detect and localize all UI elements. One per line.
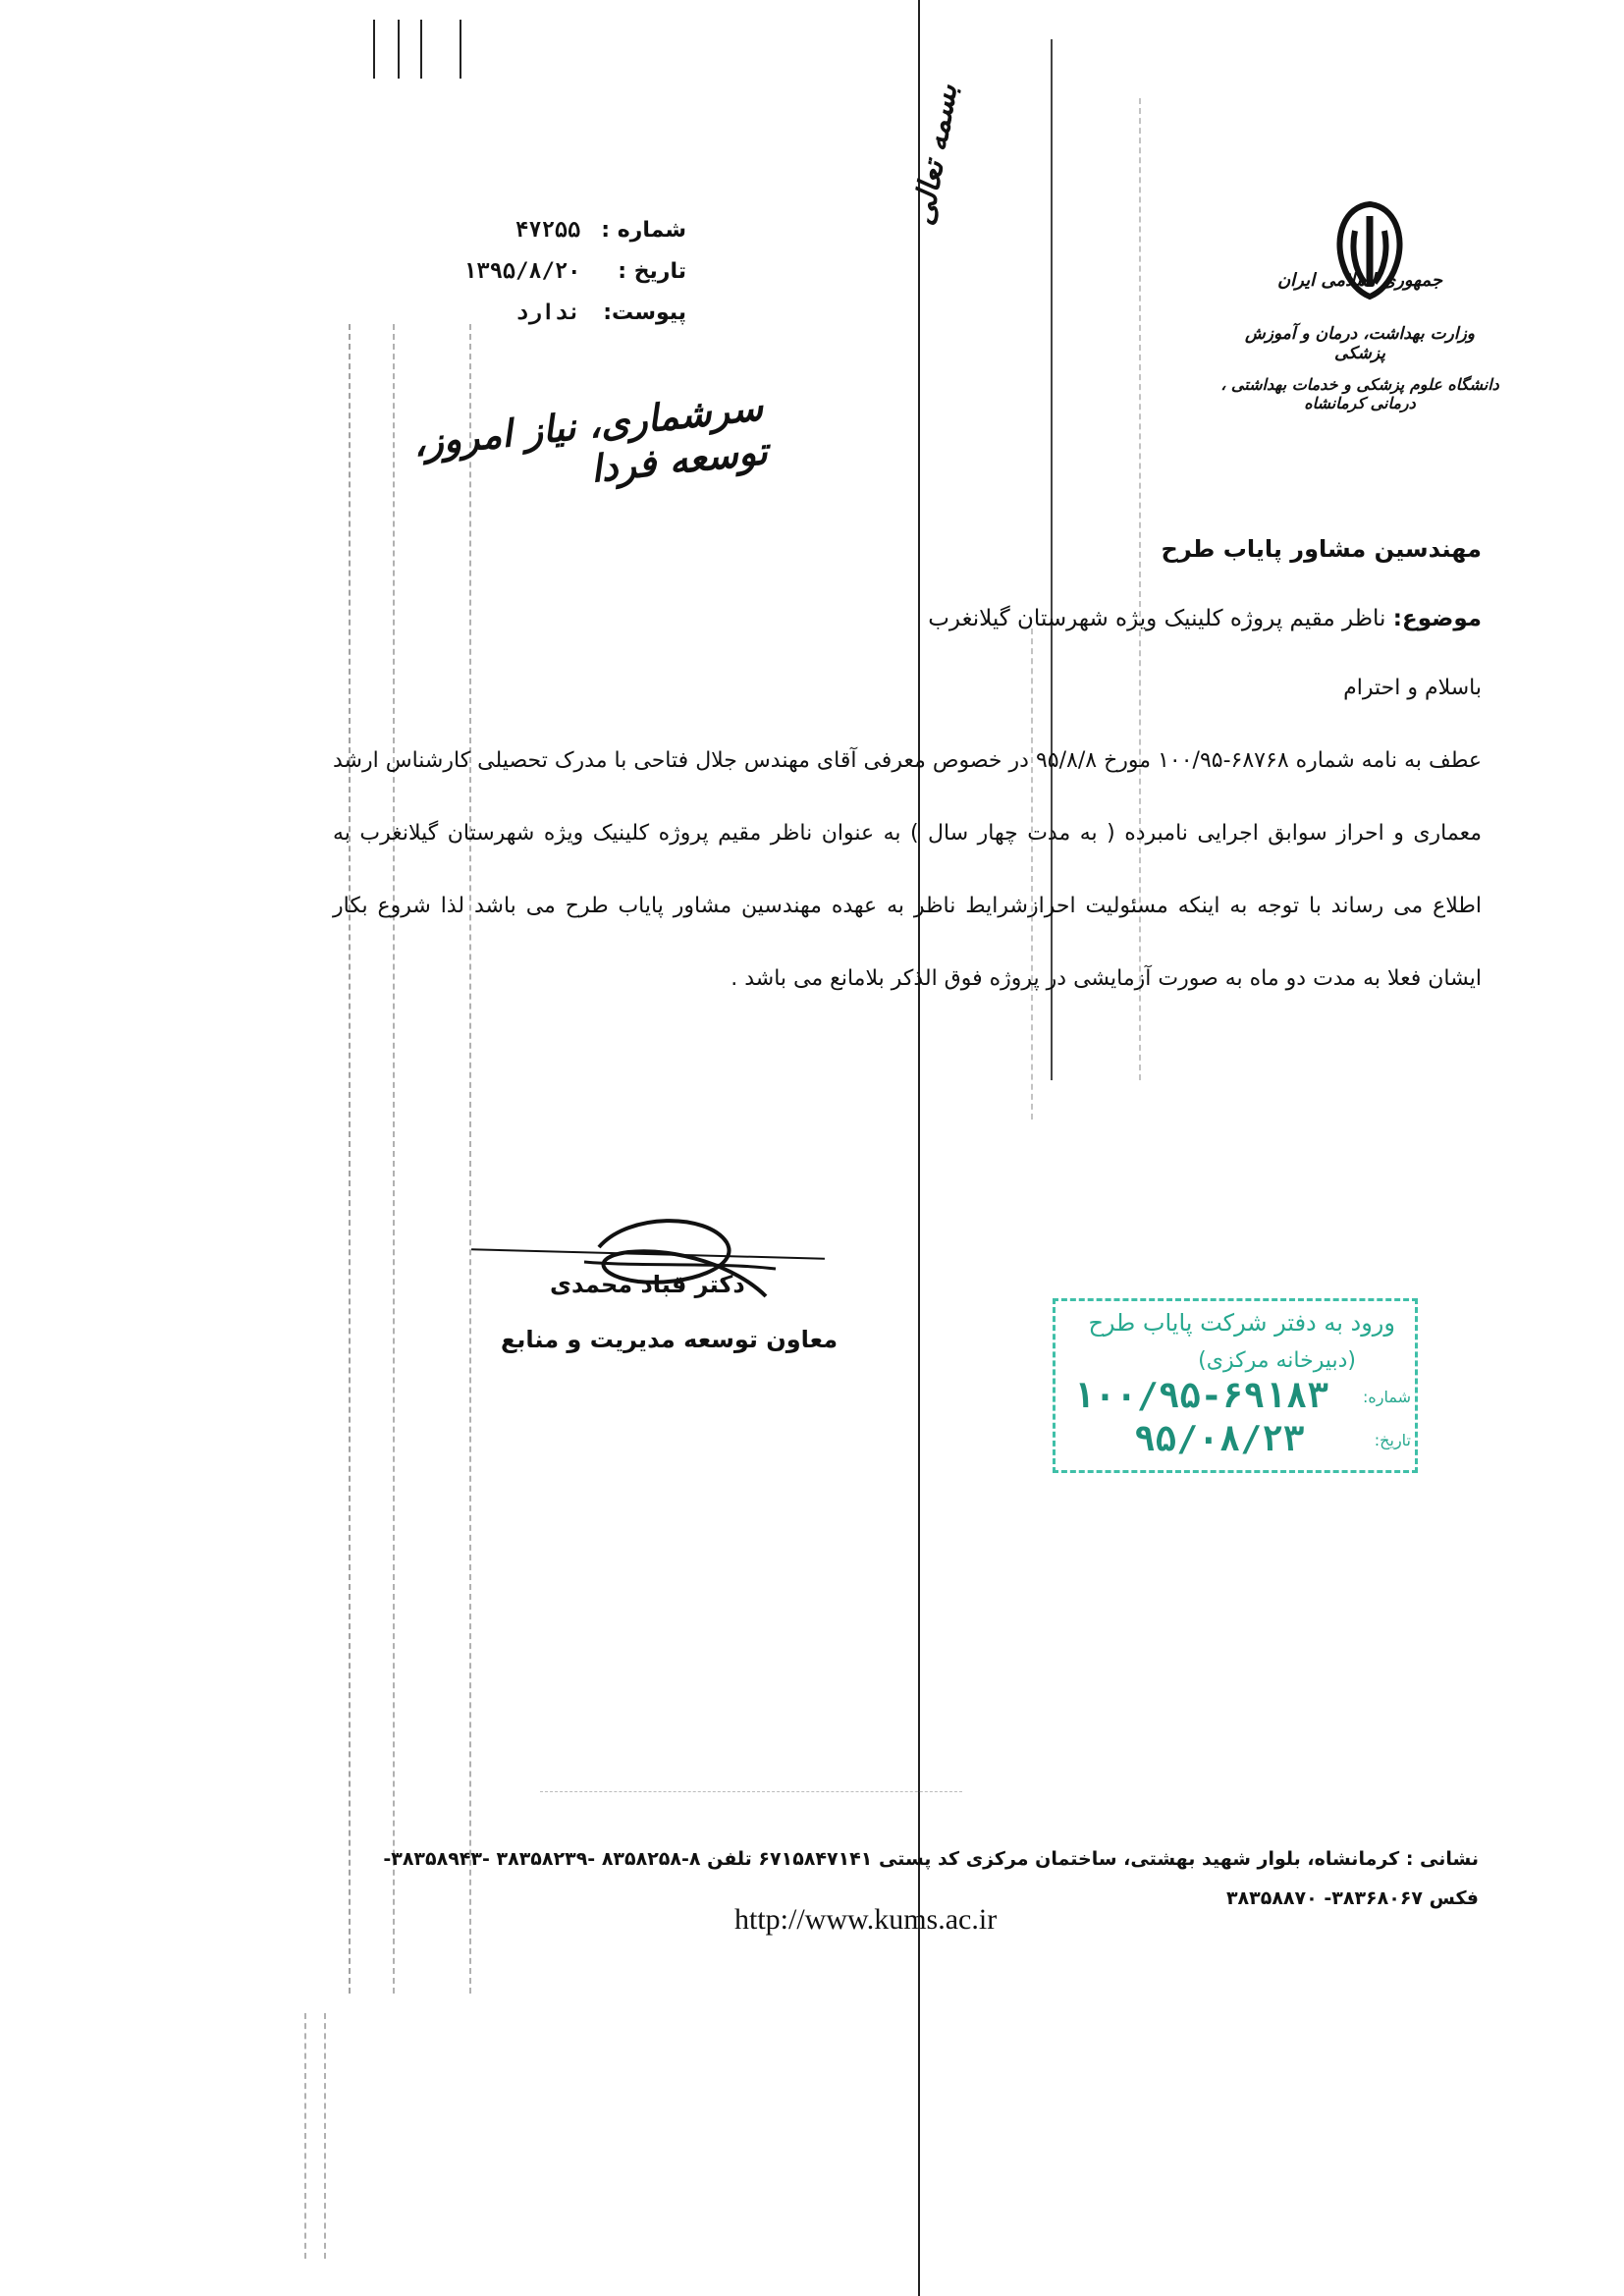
meta-date: [463, 259, 686, 284]
signatory-title: معاون توسعه مدیریت و منابع: [501, 1326, 839, 1353]
scan-dash-1: [349, 324, 352, 1994]
signature-scribble: [569, 1208, 785, 1316]
footer-divider: [540, 1791, 962, 1792]
number-label: شماره :: [601, 218, 686, 243]
subject-text: ناظر مقیم پروژه کلینیک ویژه شهرستان گیلانغرب: [928, 606, 1386, 631]
scan-line-main: [918, 0, 920, 2296]
meta-attachment: [515, 301, 686, 325]
scan-line-left-c: [420, 20, 422, 79]
letter-body: عطف به نامه شماره ۶۸۷۶۸-۱۰۰/۹۵ مورخ ۹۵/۸/۸ در خصوص معرفی آقای مهندس جلال فتاحی با مدرک تحصیلی کارشناس ارشد معماری و احراز سوابق اجرایی نامبرده ( به مدت چهار سال ) به عنوان ناظر مقیم پروژه کلینیک ویژه شهرستان گیلانغرب به اطلاع می رساند با توجه به اینکه مسئولیت احرازشرایط ناظر به عهده مهندسین مشاور پایاب طرح می باشد لذا شروع بکار ایشان فعلا به مدت دو ماه به صورت آزمایشی در پروژه فوق الذکر بلامانع می باشد .: [333, 748, 1482, 991]
stamp-date-label: تاریخ:: [1374, 1431, 1411, 1449]
received-stamp: [1053, 1298, 1418, 1473]
scan-line-left-d: [460, 20, 461, 79]
attachment-value: ندارد: [515, 301, 581, 325]
subject: [928, 606, 1482, 631]
number-value: ۴۷۲۵۵: [515, 218, 581, 243]
scan-line-left-b: [398, 20, 400, 79]
attachment-label: پیوست:: [603, 301, 686, 325]
date-value: ۱۳۹۵/۸/۲۰: [463, 259, 581, 284]
bismillah: بسمه تعالی: [905, 82, 965, 228]
scan-line-left-a: [373, 20, 375, 79]
stamp-line1: ورود به دفتر شرکت پایاب طرح: [1088, 1309, 1395, 1337]
salutation: باسلام و احترام: [1343, 676, 1482, 700]
letterhead-country: جمهوری اسلامی ایران: [1276, 270, 1443, 291]
scan-dash-2: [393, 324, 396, 1994]
stamp-number-value: ۱۰۰/۹۵-۶۹۱۸۳: [1073, 1376, 1329, 1416]
meta-number: [515, 218, 686, 243]
scan-dash-6: [304, 2013, 307, 2259]
signatory-name: دکتر قباد محمدی: [550, 1271, 745, 1298]
stamp-line2: (دبیرخانه مرکزی): [1198, 1348, 1356, 1373]
stamp-date-value: ۹۵/۰۸/۲۳: [1134, 1419, 1305, 1459]
footer-address: نشانی : کرمانشاه، بلوار شهید بهشتی، ساختمان مرکزی کد پستی ۶۷۱۵۸۴۷۱۴۱ تلفن ۸-۸۳۵۸۲۵۸ -۳۸۳۵۸۲۳۹ -۳۸۳۵۸۹۴۳- فکس ۳۸۳۶۸۰۶۷- ۳۸۳۵۸۸۷۰: [383, 1848, 1479, 1909]
addressee: مهندسین مشاور پایاب طرح: [1161, 535, 1482, 563]
scan-dash-7: [324, 2013, 327, 2259]
date-label: تاریخ :: [618, 259, 686, 284]
stamp-number-label: شماره:: [1362, 1388, 1411, 1406]
letterhead-university: دانشگاه علوم پزشکی و خدمات بهداشتی ، درمانی کرمانشاه: [1220, 375, 1499, 412]
letterhead-ministry: وزارت بهداشت، درمان و آموزش پزشکی: [1245, 324, 1475, 363]
motto: سرشماری، نیاز امروز، توسعه فردا: [410, 384, 770, 491]
subject-label: موضوع:: [1392, 606, 1482, 631]
footer-url[interactable]: http://www.kums.ac.ir: [734, 1903, 998, 1936]
scan-dash-3: [469, 324, 472, 1994]
